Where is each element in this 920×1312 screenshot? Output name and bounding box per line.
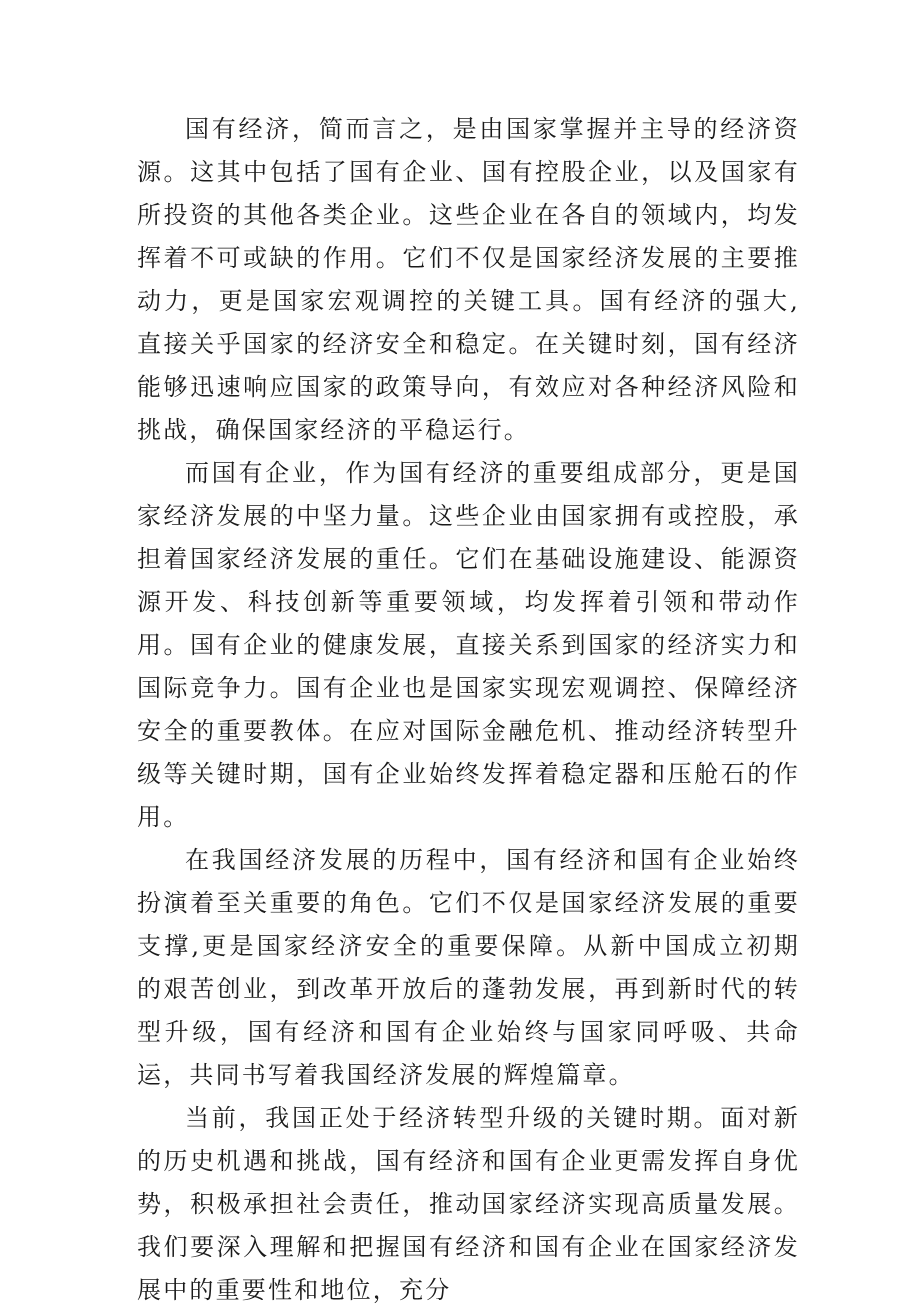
paragraph-2: 而国有企业，作为国有经济的重要组成部分，更是国家经济发展的中坚力量。这些企业由国家拥有或控股，承担着国家经济发展的重任。它们在基础设施建设、能源资源开发、科技创新等重要领域，均发挥着引领和带动作用。国有企业的健康发展，直接关系到国家的经济实力和国际竞争力。国有企业也是国家实现宏观调控、保障经济安全的重要教体。在应对国际金融危机、推动经济转型升级等关键时期，国有企业始终发挥着稳定器和压舱石的作用。	[137, 459, 800, 831]
paragraph-1: 国有经济，简而言之，是由国家掌握并主导的经济资源。这其中包括了国有企业、国有控股企业，以及国家有所投资的其他各类企业。这些企业在各自的领域内，均发挥着不可或缺的作用。它们不仅是国家经济发展的主要推动力，更是国家宏观调控的关键工具。国有经济的强大,直接关乎国家的经济安全和稳定。在关键时刻，国有经济能够迅速响应国家的政策导向，有效应对各种经济风险和挑战，确保国家经济的平稳运行。	[137, 115, 800, 444]
paragraph-4: 当前，我国正处于经济转型升级的关键时期。面对新的历史机遇和挑战，国有经济和国有企业更需发挥自身优势，积极承担社会责任，推动国家经济实现高质量发展。我们要深入理解和把握国有经济和国有企业在国家经济发展中的重要性和地位，充分	[137, 1104, 800, 1304]
paragraph-3: 在我国经济发展的历程中，国有经济和国有企业始终扮演着至关重要的角色。它们不仅是国家经济发展的重要支撑,更是国家经济安全的重要保障。从新中国成立初期的艰苦创业，到改革开放后的蓬勃发展，再到新时代的转型升级，国有经济和国有企业始终与国家同呼吸、共命运，共同书写着我国经济发展的辉煌篇章。	[137, 846, 800, 1089]
